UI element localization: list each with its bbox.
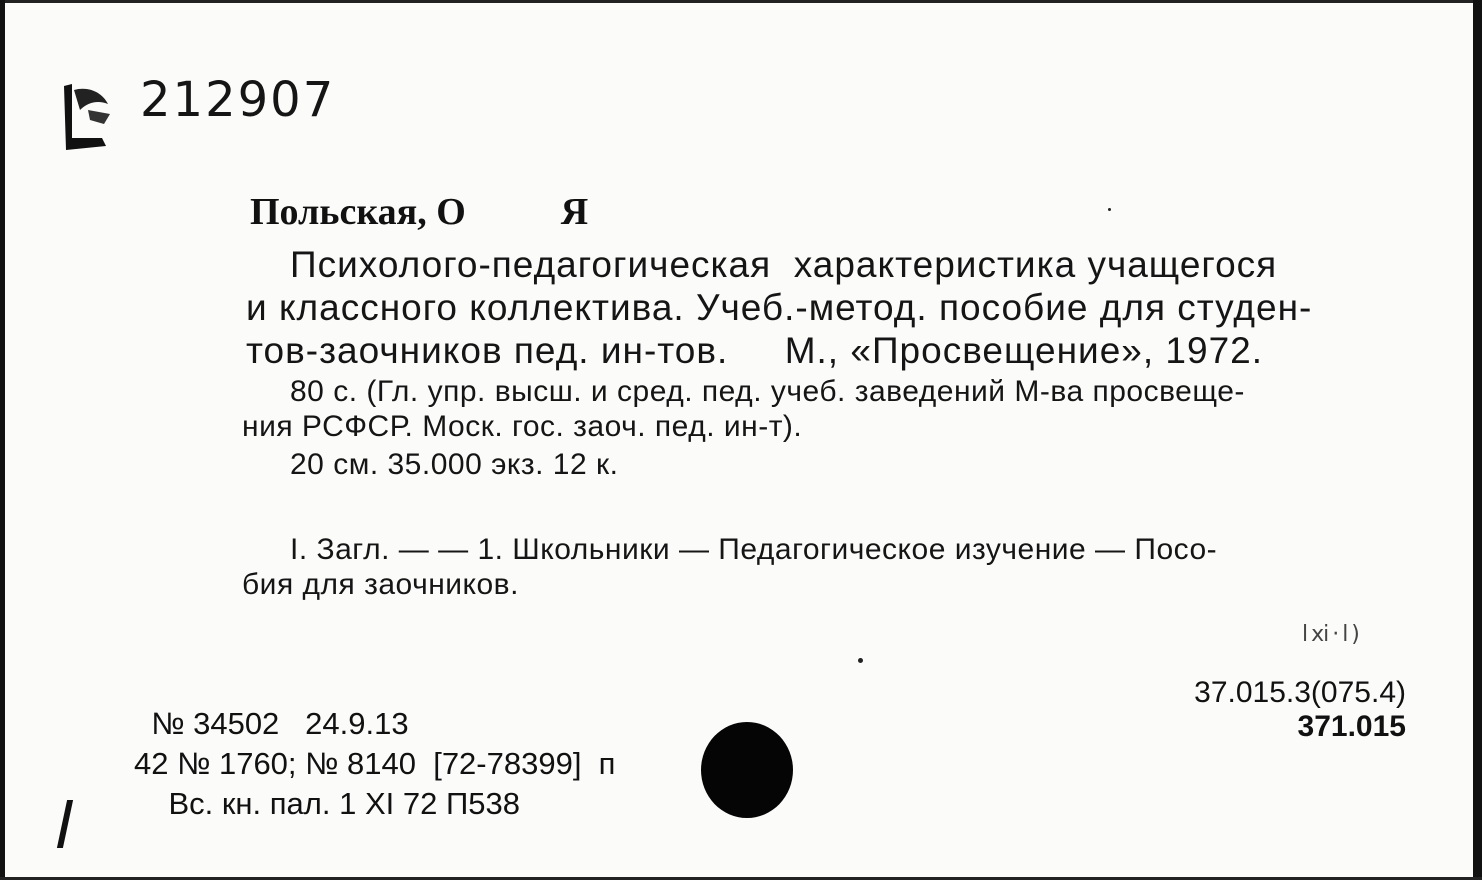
collation-line-1: 80 с. (Гл. упр. высш. и сред. пед. учеб. заведений М-ва просвеще- xyxy=(290,375,1245,408)
call-number: 212907 xyxy=(140,72,336,128)
udc-code-2: 371.015 xyxy=(1297,710,1406,743)
stamp-mark-icon xyxy=(58,80,116,156)
title-line-2: и классного коллектива. Учеб.-метод. пособие для студен- xyxy=(246,287,1313,328)
punch-hole xyxy=(701,722,793,818)
tracing-line-1: I. Загл. — — 1. Школьники — Педагогическое изучение — Посо- xyxy=(290,533,1218,566)
scan-edge-top xyxy=(0,0,1482,3)
speck xyxy=(858,658,863,663)
scan-edge-left xyxy=(0,0,5,880)
tracing-line-2: бия для заочников. xyxy=(242,568,519,601)
collation-line-3: 20 см. 35.000 экз. 12 к. xyxy=(290,448,619,481)
collation-line-2: ния РСФСР. Моск. гос. заоч. пед. ин-т). xyxy=(242,410,803,443)
faint-pencil-marks: ⅼⅺ·ⅼ) xyxy=(1302,622,1363,647)
title-line-1: Психолого-педагогическая характеристика учащегося xyxy=(290,244,1278,285)
udc-classification xyxy=(1194,676,1406,744)
pub-line-2: 42 № 1760; № 8140 [72-78399] п xyxy=(134,746,616,781)
publication-info xyxy=(134,706,615,826)
title-line-3: тов-заочников пед. ин-тов. М., «Просвещение», 1972. xyxy=(246,330,1264,371)
speck xyxy=(1108,208,1111,211)
scan-edge-right xyxy=(1473,0,1482,880)
pub-line-3: Вс. кн. пал. 1 XI 72 П538 xyxy=(134,786,520,821)
udc-code-1: 37.015.3(075.4) xyxy=(1194,676,1406,709)
author-heading: Польская, О Я xyxy=(250,191,589,233)
pencil-slash-mark xyxy=(57,800,73,848)
pub-line-1: № 34502 24.9.13 xyxy=(134,706,409,741)
